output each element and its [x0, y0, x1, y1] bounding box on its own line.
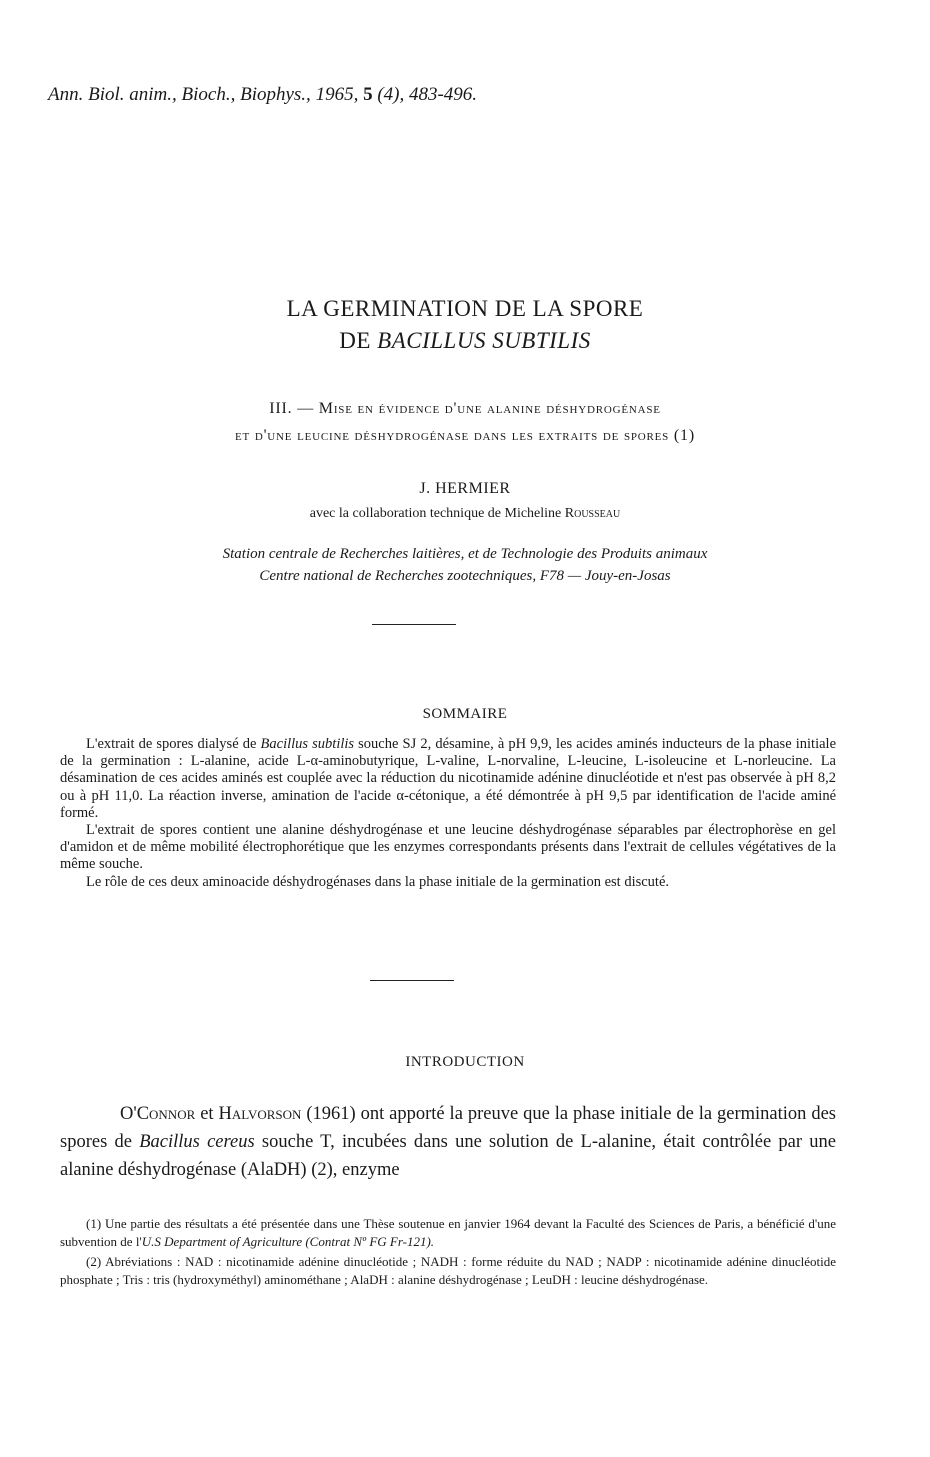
intro-author-2: Halvorson — [218, 1104, 302, 1124]
summary-body — [60, 736, 836, 891]
citation-issue-pages: (4), 483-496. — [377, 84, 478, 105]
separator-rule-1 — [372, 624, 456, 625]
subtitle-line-2-text: et d'une leucine déshydrogénase dans les extraits de spores — [235, 427, 670, 444]
title-line-2-prefix: DE — [339, 328, 378, 353]
introduction-heading: INTRODUCTION — [405, 1054, 525, 1070]
intro-and: et — [195, 1104, 219, 1124]
summary-paragraph-3: Le rôle de ces deux aminoacide déshydrogénases dans la phase initiale de la germination est discuté. — [86, 873, 670, 890]
footnote-1 — [60, 1215, 836, 1251]
citation-year: 1965, — [315, 84, 359, 105]
separator-rule-2 — [370, 980, 454, 981]
summary-p1-start: L'extrait de spores dialysé de — [86, 736, 261, 752]
title-line-2 — [0, 328, 930, 354]
citation-journal: Ann. Biol. anim., Bioch., Biophys., — [48, 84, 311, 105]
footnote-2: (2) Abréviations : NAD : nicotinamide adénine dinucléotide ; NADH : forme réduite du NAD ; NADP : nicotinamide adénine dinucléotide phosphate ; Tris : tris (hydroxyméthyl) aminométhane ; AlaDH : alanine déshydrogénase ; LeuDH : leucine déshydrogénase. — [60, 1254, 836, 1287]
intro-text-a: (1961) ont apporté la preuve que la phase initiale de la germination des spores de — [60, 1104, 836, 1152]
collab-prefix: avec la collaboration technique de Micheline — [309, 506, 565, 521]
subtitle-line-2 — [0, 427, 930, 445]
title-line-2-species: BACILLUS SUBTILIS — [377, 328, 591, 353]
collab-name: Rousseau — [564, 506, 621, 521]
footnote-1-contract: U.S Department of Agriculture (Contrat Nº FG Fr-121). — [141, 1234, 435, 1249]
summary-paragraph-1 — [60, 736, 836, 822]
intro-note-ref: 2 — [317, 1160, 327, 1180]
summary-p1-end: souche SJ 2, désamine, à pH 9,9, les acides aminés inducteurs de la phase initiale de la germination : L-alanine, acide L-α-aminobutyrique, L-valine, L-norvaline, L-leucine, L-isoleucine et L-norleucine. La désamination de ces acides aminés est couplée avec la réduction du nicotinamide adénine dinucléotide et n'est pas observée à pH 8,2 ou à pH 11,0. La réaction inverse, amination de l'acide α-cétonique, a été démontrée à pH 9,5 par identification de l'acide aminé formé. — [60, 736, 837, 821]
affiliation-line-1: Station centrale de Recherches laitières, et de Technologie des Produits animaux — [222, 546, 708, 562]
author-collaboration — [0, 506, 930, 522]
summary-paragraph-2: L'extrait de spores contient une alanine déshydrogénase et une leucine déshydrogénase séparables par électrophorèse en gel d'amidon et de même mobilité électrophorétique que les enzymes correspondants présents dans l'extrait de cellules végétatives de la même souche. — [60, 822, 836, 873]
author-name: J. HERMIER — [419, 480, 511, 497]
subtitle-line-1: III. — Mise en évidence d'une alanine déshydrogénase — [269, 400, 661, 417]
subtitle-footnote-mark: (1) — [673, 427, 695, 444]
intro-author-1: O'Connor — [120, 1104, 196, 1124]
summary-heading: SOMMAIRE — [422, 706, 508, 722]
journal-citation — [48, 84, 477, 106]
summary-p1-species: Bacillus subtilis — [260, 736, 355, 752]
intro-text-c: ), enzyme — [326, 1160, 400, 1180]
intro-text-b: souche T, incubées dans une solution de L-alanine, était contrôlée par une alanine déshydrogénase (AlaDH) ( — [60, 1132, 836, 1180]
intro-species: Bacillus cereus — [139, 1132, 255, 1152]
affiliation-line-2: Centre national de Recherches zootechniques, F78 — Jouy-en-Josas — [259, 568, 671, 584]
title-line-1: LA GERMINATION DE LA SPORE — [286, 296, 644, 321]
footnote-1-text: (1) Une partie des résultats a été présentée dans une Thèse soutenue en janvier 1964 devant la Faculté des Sciences de Paris, a bénéficié d'une subvention de l' — [60, 1216, 836, 1249]
introduction-paragraph — [60, 1100, 836, 1184]
footnotes — [60, 1215, 836, 1291]
introduction-body — [60, 1100, 836, 1184]
citation-volume: 5 — [363, 84, 373, 105]
